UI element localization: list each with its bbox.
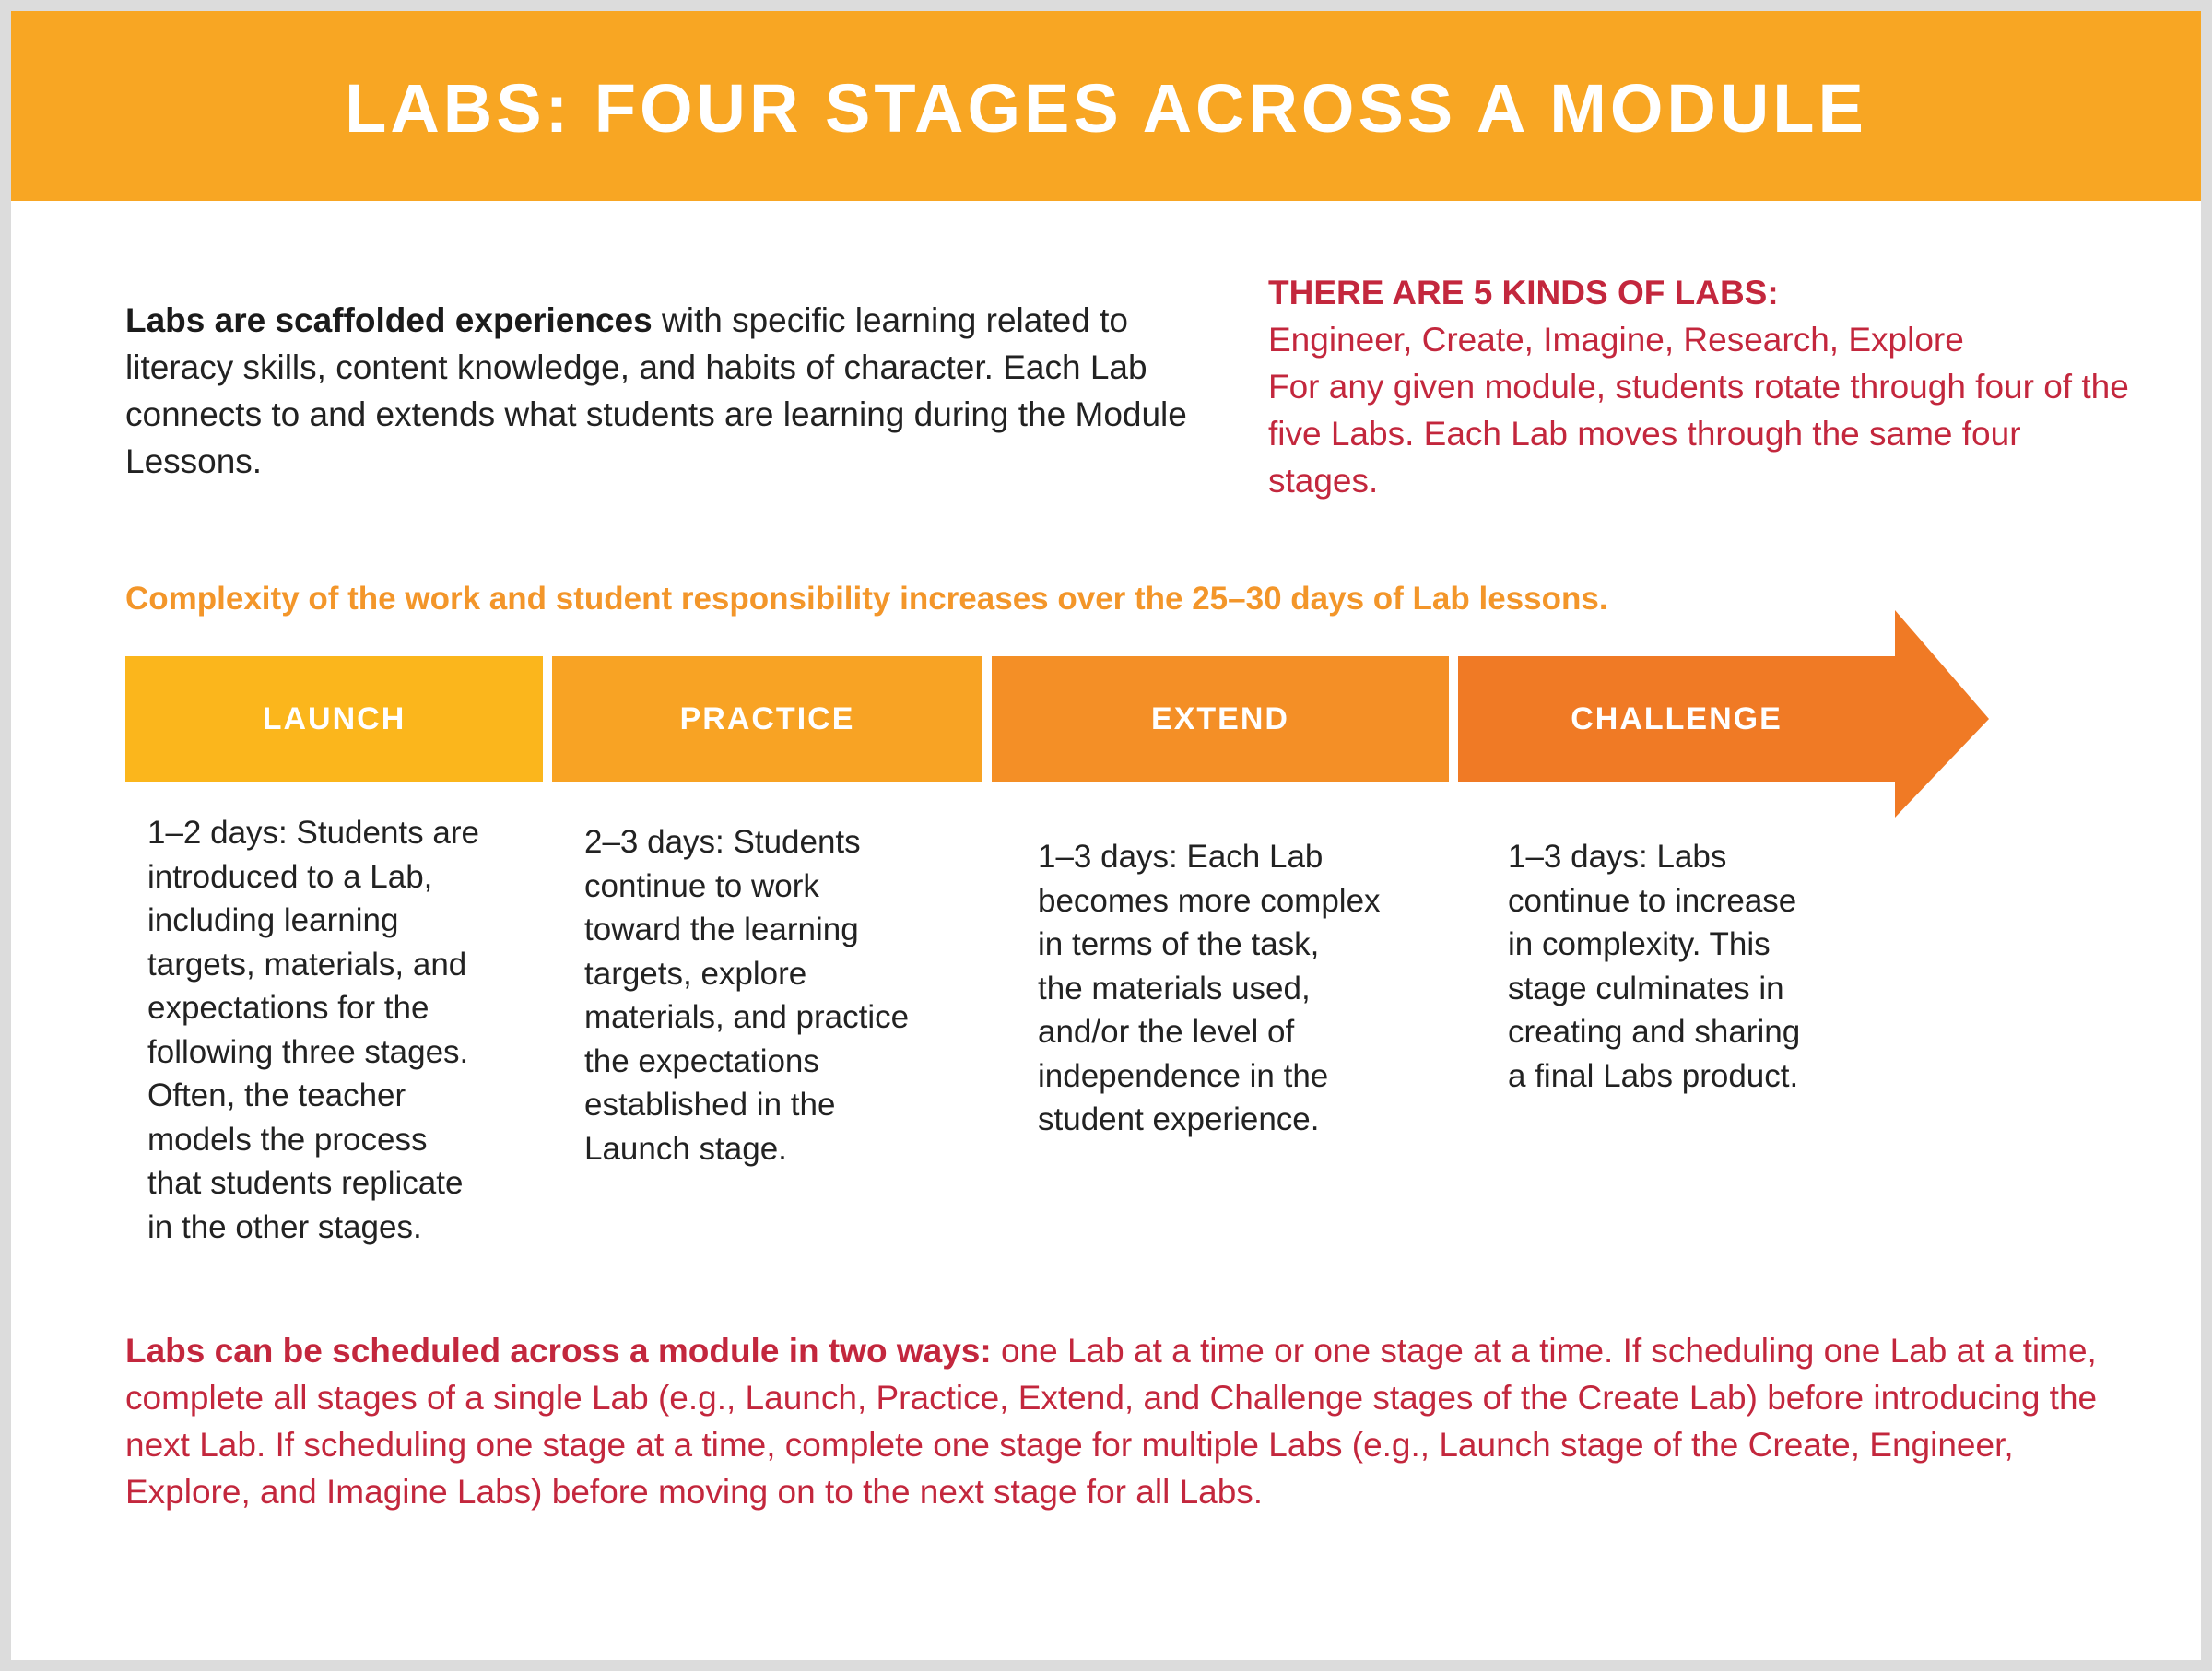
scheduling-note — [125, 1327, 2135, 1515]
desc-line: and/or the level of — [1038, 1014, 1295, 1050]
stage-label-practice: PRACTICE — [679, 700, 855, 736]
desc-line: the expectations — [584, 1042, 819, 1079]
desc-line: following three stages. — [147, 1033, 469, 1070]
lab-kinds-heading: THERE ARE 5 KINDS OF LABS: — [1268, 274, 1779, 312]
desc-line: models the process — [147, 1121, 428, 1158]
desc-line: in complexity. This — [1508, 926, 1771, 962]
desc-line: 2–3 days: Students — [584, 824, 861, 860]
stage-desc-extend — [1038, 835, 1443, 1142]
desc-line: in terms of the task, — [1038, 926, 1320, 962]
desc-line: toward the learning — [584, 912, 859, 947]
desc-line: a final Labs product. — [1508, 1057, 1799, 1094]
desc-line: the materials used, — [1038, 970, 1311, 1006]
desc-line: continue to increase — [1508, 882, 1797, 919]
desc-line: Often, the teacher — [147, 1077, 406, 1113]
stage-desc-practice — [584, 820, 981, 1171]
desc-line: becomes more complex — [1038, 882, 1381, 919]
page-title: LABS: FOUR STAGES ACROSS A MODULE — [345, 69, 1867, 147]
desc-line: expectations for the — [147, 990, 429, 1026]
desc-line: targets, explore — [584, 955, 807, 992]
desc-line: independence in the — [1038, 1057, 1329, 1094]
desc-line: Launch stage. — [584, 1130, 787, 1167]
lab-kinds-list: Engineer, Create, Imagine, Research, Explore — [1268, 321, 1964, 359]
desc-line: stage culminates in — [1508, 970, 1784, 1006]
stage-label-challenge: CHALLENGE — [1571, 700, 1783, 736]
desc-line: continue to work — [584, 867, 819, 904]
desc-line: established in the — [584, 1087, 836, 1123]
desc-line: creating and sharing — [1508, 1014, 1801, 1050]
intro-bold: Labs are scaffolded experiences — [125, 301, 653, 339]
complexity-note: Complexity of the work and student responsibility increases over the 25–30 days of Lab lessons. — [125, 581, 1608, 617]
scheduling-note-bold: Labs can be scheduled across a module in two ways: — [125, 1332, 992, 1370]
stage-label-extend: EXTEND — [1151, 700, 1289, 736]
desc-line: materials, and practice — [584, 999, 910, 1035]
stage-label-launch: LAUNCH — [262, 700, 406, 736]
desc-line: 1–3 days: Each Lab — [1038, 839, 1324, 875]
stage-desc-challenge — [1508, 835, 1913, 1098]
lab-kinds-description: For any given module, students rotate through four of the five Labs. Each Lab moves through the same four stages. — [1268, 368, 2129, 500]
desc-line: 1–2 days: Students are — [147, 815, 479, 851]
desc-line: including learning — [147, 902, 399, 938]
desc-line: 1–3 days: Labs — [1508, 839, 1727, 875]
infographic-frame — [11, 11, 2201, 1660]
scheduling-note-text: one Lab at a time or one stage at a time. If scheduling one Lab at a time, complete all stages of a single Lab (e.g., Launch, Practice, Extend, and Challenge stages of the Create Lab) before introducing the next Lab. If scheduling one stage at a time, complete one stage for multiple Labs (e.g., Launch stage of the Create, Engineer, Explore, and Imagine Labs) before moving on to the next stage for all Labs. — [125, 1332, 2098, 1511]
desc-line: student experience. — [1038, 1101, 1320, 1137]
desc-line: in the other stages. — [147, 1208, 422, 1245]
intro-text: with specific learning related to literacy skills, content knowledge, and habits of character. Each Lab connects to and extends what students are learning during the Module Lessons. — [125, 301, 1187, 480]
desc-line: that students replicate — [147, 1165, 464, 1201]
stage-desc-launch — [147, 811, 535, 1249]
desc-line: introduced to a Lab, — [147, 858, 433, 895]
desc-line: targets, materials, and — [147, 946, 467, 983]
